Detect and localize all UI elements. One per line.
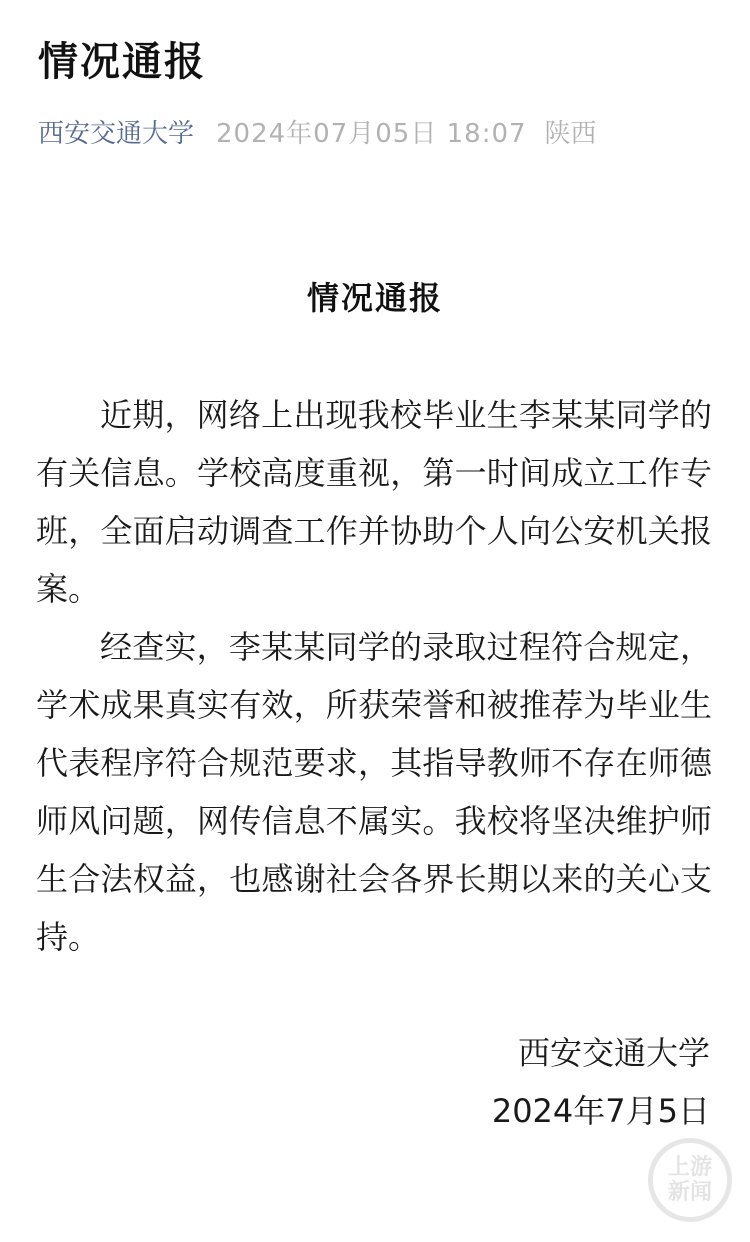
watermark-line1: 上游 [667,1155,712,1180]
article-meta [38,114,597,154]
signature-org: 西安交通大学 [517,1034,710,1072]
notice-signature [492,1024,710,1140]
notice-body [36,386,712,966]
notice-paragraph: 经查实，李某某同学的录取过程符合规定，学术成果真实有效，所获荣誉和被推荐为毕业生代表程序符合规范要求，其指导教师不存在师德师风问题，网传信息不属实。我校将坚决维护师生合法权益，也感谢社会各界长期以来的关心支持。 [36,628,712,956]
notice-paragraph: 近期，网络上出现我校毕业生李某某同学的有关信息。学校高度重视，第一时间成立工作专班，全面启动调查工作并协助个人向公安机关报案。 [36,396,712,608]
notice-heading: 情况通报 [306,279,443,317]
article-title: 情况通报 [38,39,206,85]
publish-datetime: 2024年07月05日 18:07 [216,119,527,149]
news-watermark-logo [648,1138,732,1222]
account-name-link[interactable]: 西安交通大学 [38,119,195,149]
publish-region: 陕西 [544,119,597,149]
watermark-line2: 新闻 [667,1180,712,1205]
signature-date: 2024年7月5日 [491,1092,710,1130]
